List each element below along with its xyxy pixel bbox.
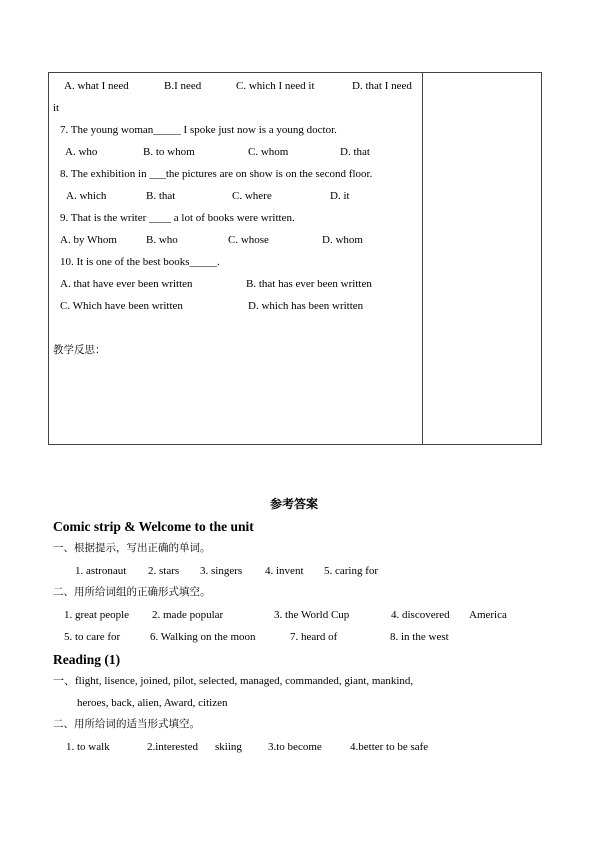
q7-stem: 7. The young woman_____ I spoke just now is a young doctor. <box>60 124 337 136</box>
answer-key-title: 参考答案 <box>270 497 319 511</box>
q6-option-c: C. which I need it <box>236 80 315 92</box>
q9-option-a: A. by Whom <box>60 234 117 246</box>
q9-stem: 9. That is the writer ____ a lot of books were written. <box>60 212 295 224</box>
q6-option-b: B.I need <box>164 80 202 92</box>
part1-answer-3: 3. singers <box>200 565 243 577</box>
reading-part2-answer-1: 1. to walk <box>66 741 110 753</box>
q7-option-c: C. whom <box>248 146 289 158</box>
part1-answer-4: 4. invent <box>265 565 304 577</box>
part2-answer-2: 2. made popular <box>152 609 224 621</box>
q10-stem: 10. It is one of the best books_____. <box>60 256 220 268</box>
q10-option-b: B. that has ever been written <box>246 278 372 290</box>
reading-part2-answer-2-cont: skiing <box>215 741 242 753</box>
part1-answer-1: 1. astronaut <box>75 565 127 577</box>
part1-answer-5: 5. caring for <box>324 565 379 577</box>
part2-answer-4: 4. discovered <box>391 609 450 621</box>
part2-answer-4-cont: America <box>469 609 507 621</box>
reading-part2-answer-2: 2.interested <box>147 741 199 753</box>
part2-answer-3: 3. the World Cup <box>274 609 350 621</box>
q8-option-d: D. it <box>330 190 350 202</box>
reading-part2-answer-4: 4.better to be safe <box>350 741 429 753</box>
q6-option-a: A. what I need <box>64 80 129 92</box>
q7-option-a: A. who <box>65 146 98 158</box>
reading-part1-line1: 一、flight, lisence, joined, pilot, selected, managed, commanded, giant, mankind, <box>53 675 414 687</box>
q9-option-d: D. whom <box>322 234 363 246</box>
reading-part1-line2: heroes, back, alien, Award, citizen <box>77 697 228 709</box>
q6-option-d-wrap: it <box>53 102 60 114</box>
q10-option-d: D. which has been written <box>248 300 364 312</box>
q10-option-c: C. Which have been written <box>60 300 183 312</box>
part2-answer-7: 7. heard of <box>290 631 338 643</box>
reading-part2-label: 二、用所给词的适当形式填空。 <box>53 718 200 730</box>
part2-answer-6: 6. Walking on the moon <box>150 631 256 643</box>
q8-option-c: C. where <box>232 190 272 202</box>
q7-option-b: B. to whom <box>143 146 195 158</box>
section-heading-reading: Reading (1) <box>53 652 121 667</box>
reading-part2-answer-3: 3.to become <box>268 741 322 753</box>
q10-option-a: A. that have ever been written <box>60 278 193 290</box>
teaching-reflection-label: 教学反思： <box>53 344 106 356</box>
q8-option-a: A. which <box>66 190 107 202</box>
part2-answer-8: 8. in the west <box>390 631 449 643</box>
part2-label: 二、用所给词组的正确形式填空。 <box>53 586 211 598</box>
part1-label: 一、根据提示，写出正确的单词。 <box>53 542 211 554</box>
part2-answer-5: 5. to care for <box>64 631 121 643</box>
part1-answer-2: 2. stars <box>148 565 180 577</box>
q8-stem: 8. The exhibition in ___the pictures are on show is on the second floor. <box>60 168 373 180</box>
q9-option-b: B. who <box>146 234 178 246</box>
q8-option-b: B. that <box>146 190 176 202</box>
q7-option-d: D. that <box>340 146 370 158</box>
q9-option-c: C. whose <box>228 234 269 246</box>
q6-option-d: D. that I need <box>352 80 412 92</box>
section-heading-comic-strip: Comic strip & Welcome to the unit <box>53 519 254 534</box>
part2-answer-1: 1. great people <box>64 609 130 621</box>
table-divider <box>422 72 423 445</box>
